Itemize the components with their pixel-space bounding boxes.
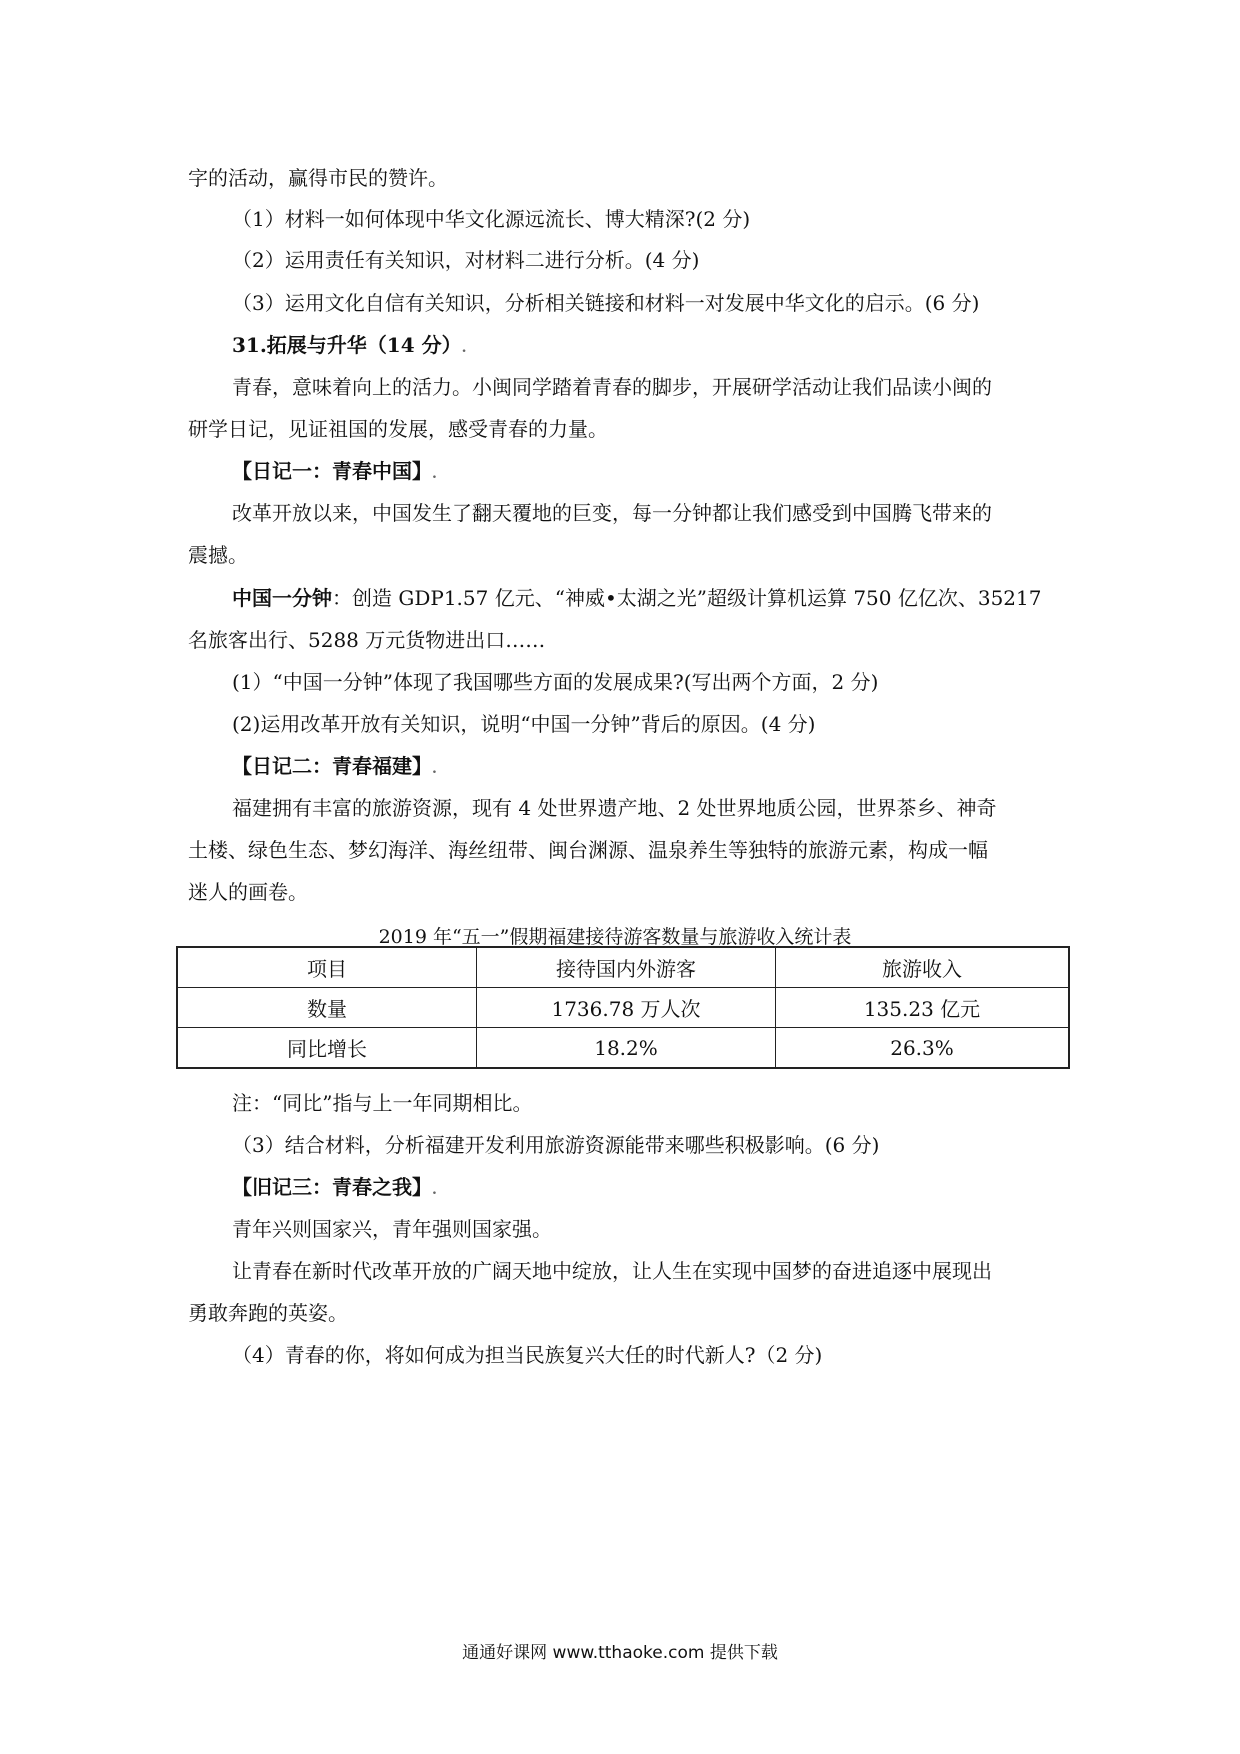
table-row xyxy=(177,1028,1069,1069)
diary-three-heading xyxy=(232,1175,437,1202)
table-note: 注：“同比”指与上一年同期相比。 xyxy=(232,1091,533,1115)
question-1: （1）材料一如何体现中华文化源远流长、博大精深?(2 分) xyxy=(232,207,751,231)
question-3: （3）运用文化自信有关知识，分析相关链接和材料一对发展中华文化的启示。(6 分) xyxy=(232,291,980,315)
question-2: （2）运用责任有关知识，对材料二进行分析。(4 分) xyxy=(232,248,700,272)
paragraph-line: 名旅客出行、5288 万元货物进出口…… xyxy=(188,628,546,652)
paragraph-mark: . xyxy=(461,340,467,356)
heading-text: 【日记一：青春中国】 xyxy=(232,459,432,483)
table-row xyxy=(177,988,1069,1028)
paragraph-line: 改革开放以来，中国发生了翻天覆地的巨变，每一分钟都让我们感受到中国腾飞带来的 xyxy=(232,501,992,525)
paragraph-line: 福建拥有丰富的旅游资源，现有 4 处世界遗产地、2 处世界地质公园，世界茶乡、神奇 xyxy=(232,796,997,820)
table-header-cell: 项目 xyxy=(177,947,477,988)
diary-question-2: (2)运用改革开放有关知识，说明“中国一分钟”背后的原因。(4 分) xyxy=(232,712,816,736)
diary-one-heading xyxy=(232,459,437,486)
table-cell: 1736.78 万人次 xyxy=(477,988,776,1028)
heading-text: 31.拓展与升华（14 分） xyxy=(232,333,462,357)
table-cell: 18.2% xyxy=(477,1028,776,1069)
table-caption: 2019 年“五一”假期福建接待游客数量与旅游收入统计表 xyxy=(378,926,852,948)
china-one-minute-line xyxy=(232,586,1041,610)
section-heading-31 xyxy=(232,333,466,360)
heading-text: 【日记二：青春福建】 xyxy=(232,754,432,778)
table-header-row xyxy=(177,947,1069,988)
text-line: 字的活动，赢得市民的赞许。 xyxy=(188,166,448,190)
table-cell: 同比增长 xyxy=(177,1028,477,1069)
paragraph-line: 迷人的画卷。 xyxy=(188,880,308,904)
table-header-cell: 旅游收入 xyxy=(776,947,1070,988)
diary-two-heading xyxy=(232,754,437,781)
paragraph-line: 青年兴则国家兴，青年强则国家强。 xyxy=(232,1217,552,1241)
paragraph-line: 让青春在新时代改革开放的广阔天地中绽放，让人生在实现中国梦的奋进追逐中展现出 xyxy=(232,1259,992,1283)
paragraph-line: 勇敢奔跑的英姿。 xyxy=(188,1301,348,1325)
diary-question-3: （3）结合材料，分析福建开发利用旅游资源能带来哪些积极影响。(6 分) xyxy=(232,1133,880,1157)
paragraph-line: 土楼、绿色生态、梦幻海洋、海丝纽带、闽台渊源、温泉养生等独特的旅游元素，构成一幅 xyxy=(188,838,988,862)
paragraph-mark: . xyxy=(432,1182,437,1198)
china-one-minute-text: ：创造 GDP1.57 亿元、“神威•太湖之光”超级计算机运算 750 亿亿次、35217 xyxy=(332,586,1042,610)
china-one-minute-label: 中国一分钟 xyxy=(232,586,332,610)
diary-question-1: (1）“中国一分钟”体现了我国哪些方面的发展成果?(写出两个方面，2 分) xyxy=(232,670,879,694)
diary-question-4: （4）青春的你，将如何成为担当民族复兴大任的时代新人?（2 分) xyxy=(232,1343,823,1367)
paragraph-line: 震撼。 xyxy=(188,543,248,567)
footer-watermark: 通通好课网 www.tthaoke.com 提供下载 xyxy=(462,1643,778,1663)
table-cell: 数量 xyxy=(177,988,477,1028)
paragraph-line: 研学日记，见证祖国的发展，感受青春的力量。 xyxy=(188,417,608,441)
paragraph-line: 青春，意味着向上的活力。小闽同学踏着青春的脚步，开展研学活动让我们品读小闽的 xyxy=(232,375,992,399)
tourism-statistics-table xyxy=(176,946,1070,1069)
paragraph-mark: . xyxy=(432,466,437,482)
table-header-cell: 接待国内外游客 xyxy=(477,947,776,988)
table-cell: 135.23 亿元 xyxy=(776,988,1070,1028)
heading-text: 【旧记三：青春之我】 xyxy=(232,1175,432,1199)
table-cell: 26.3% xyxy=(776,1028,1070,1069)
paragraph-mark: . xyxy=(432,761,437,777)
